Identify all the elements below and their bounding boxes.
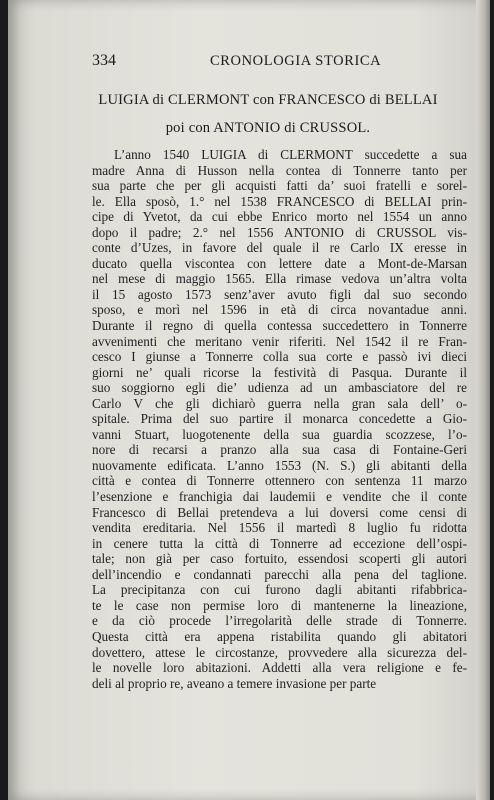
- text-line: e da ciò procede l’irregolarità delle strade di Tonnerre.: [92, 613, 467, 629]
- text-line: sua parte che per gli acquisti fatti da’ suoi fratelli e sorel-: [92, 178, 467, 194]
- text-line: nel mese di maggio 1565. Ella rimase vedova un’altra volta: [92, 271, 467, 287]
- text-line: nuovamente edificata. L’anno 1553 (N. S.) gli abitanti della: [92, 457, 467, 473]
- text-line: dopo il padre; 2.° nel 1556 ANTONIO di CRUSSOL vis-: [92, 224, 467, 240]
- text-line: il 15 agosto 1573 senz’aver avuto figli dal suo secondo: [92, 286, 467, 302]
- section-title-line-2: poi con ANTONIO di CRUSSOL.: [165, 120, 371, 136]
- text-line: in cenere tutta la città di Tonnerre ad eccezione dell’ospi-: [92, 535, 467, 551]
- text-line: cesco I giunse a Tonnerre colla sua corte e passò ivi dieci: [92, 349, 467, 365]
- text-line: madre Anna di Husson nella contea di Tonnerre tanto per: [92, 162, 467, 178]
- text-line: le novelle loro abitazioni. Addetti alla vera religione e fe-: [92, 660, 467, 676]
- page-number: 334: [92, 52, 116, 69]
- text-line: Questa città era appena ristabilita quando gli abitatori: [92, 628, 467, 644]
- text-line: Carlo V che gli dichiarò guerra nella gran sala dell’ o-: [92, 395, 467, 411]
- text-line: le. Ella sposò, 1.° nel 1538 FRANCESCO di BELLAI prin-: [92, 193, 467, 209]
- text-line: conte d’Uzes, in favore del quale il re Carlo IX eresse in: [92, 240, 467, 256]
- text-line: suo soggiorno egli die’ udienza ad un ambasciatore del re: [92, 380, 467, 396]
- page-header: [92, 52, 462, 72]
- text-line: tale; non già per caso fortuito, essendosi scoperti gli autori: [92, 551, 467, 567]
- page-edge: [476, 0, 490, 800]
- text-line: Durante il regno di quella contessa succedettero in Tonnerre: [92, 318, 467, 334]
- text-line: dell’incendio e condannati parecchi alla pena del taglione.: [92, 566, 467, 582]
- text-line: La precipitanza con cui furono dagli abitanti rifabbrica-: [92, 582, 467, 598]
- text-line: cipe di Yvetot, da cui ebbe Enrico morto nel 1554 un anno: [92, 209, 467, 225]
- text-line: ducato quella viscontea con lettere date a Mont-de-Marsan: [92, 255, 467, 271]
- text-line: Francesco di Bellai pretendeva a lui doversi come censi di: [92, 504, 467, 520]
- text-line: nore di recarsi a pranzo alla sua casa di Fontaine-Geri: [92, 442, 467, 458]
- text-line: vendita ereditaria. Nel 1556 il martedì 8 luglio fu ridotta: [92, 520, 467, 536]
- text-line: vanni Stuart, luogotenente della sua guardia scozzese, l’o-: [92, 426, 467, 442]
- text-line: te le case non permise loro di mantenerne la lineazione,: [92, 597, 467, 613]
- book-page: [8, 0, 490, 800]
- text-line: deli al proprio re, aveano a temere invasione per parte: [92, 675, 377, 691]
- text-line: sposo, e morì nel 1596 in età di circa novantadue anni.: [92, 302, 467, 318]
- text-line: avvenimenti che meritano venir riferiti. Nel 1542 il re Fran-: [92, 333, 467, 349]
- body-paragraph: [92, 147, 467, 691]
- text-line: giorni ne’ quali ricorse la festività di Pasqua. Durante il: [92, 364, 467, 380]
- text-line: L’anno 1540 LUIGIA di CLERMONT succedette a sua: [114, 147, 467, 162]
- text-line: spitale. Prima del suo partire il monarca concedette a Gio-: [92, 411, 467, 427]
- running-head: CRONOLOGIA STORICA: [210, 53, 382, 69]
- text-line: città e contea di Tonnerre ottennero con sentenza 11 marzo: [92, 473, 467, 489]
- text-line: dovettero, attese le circostanze, provvedere alla sicurezza del-: [92, 644, 467, 660]
- text-line: l’esenzione e franchigia dai laudemii e vendite che il conte: [92, 489, 467, 505]
- section-title-line-1: LUIGIA di CLERMONT con FRANCESCO di BELLAI: [98, 92, 438, 108]
